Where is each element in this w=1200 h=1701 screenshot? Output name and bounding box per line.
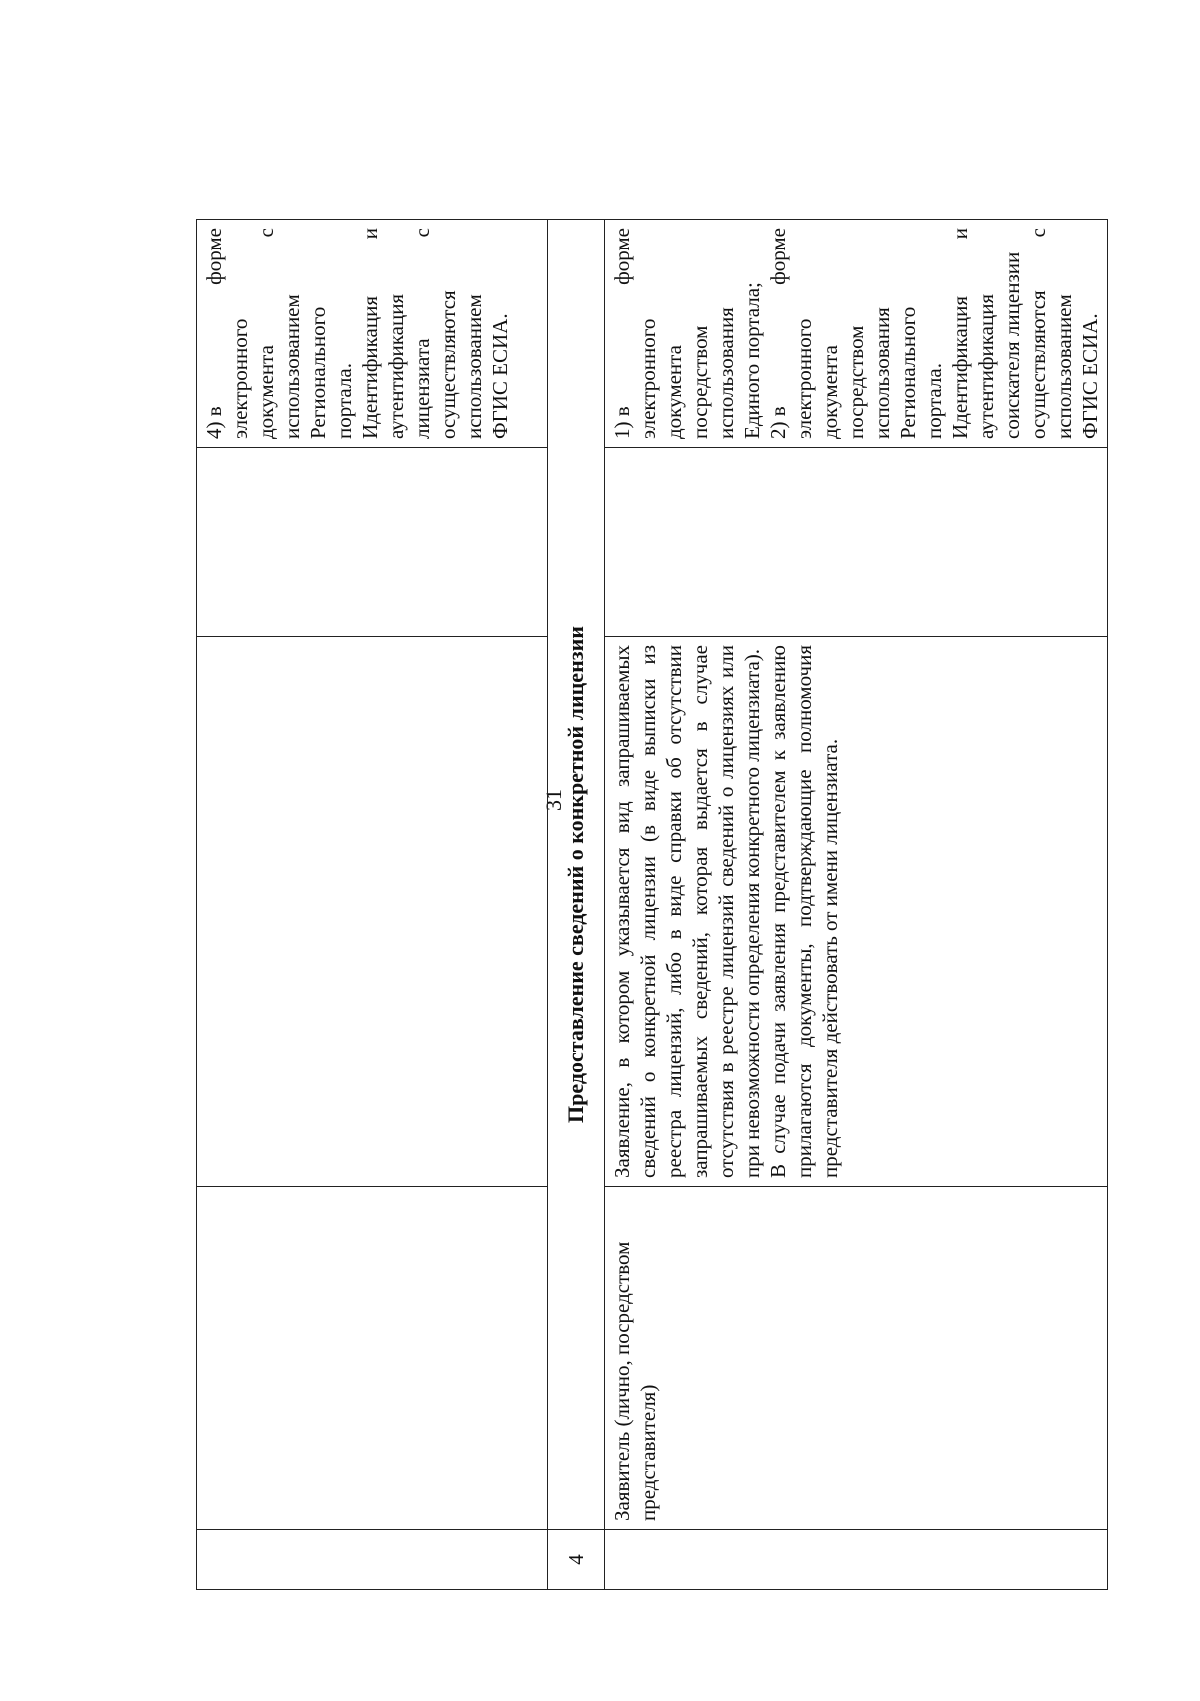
applicant-cell-empty — [197, 1187, 548, 1530]
form-bottom-line-left: аутентификация — [974, 293, 998, 439]
form-bottom-line — [791, 228, 817, 439]
number-cell-empty — [197, 1530, 548, 1590]
form-bottom-line — [635, 228, 661, 439]
licensing-table — [196, 219, 1108, 1590]
form-bottom-line — [739, 228, 765, 439]
form-lines-bottom — [609, 228, 1103, 439]
form-bottom-line-left: использования — [714, 307, 738, 439]
table-frame — [196, 220, 1102, 1590]
form-top-line-left: документа — [254, 345, 278, 439]
table-row-section — [548, 220, 605, 1590]
form-cell-bottom — [605, 220, 1108, 448]
form-top-line-left: осуществляются — [436, 290, 460, 439]
form-bottom-line-left: ФГИС ЕСИА. — [1078, 313, 1102, 439]
form-bottom-line — [713, 228, 739, 439]
form-lines-top — [201, 228, 513, 439]
form-top-line-left: портала. — [332, 363, 356, 439]
form-bottom-line — [869, 228, 895, 439]
form-top-line — [279, 228, 305, 439]
form-top-line-left: лицензиата — [410, 338, 434, 439]
form-bottom-line-left: портала. — [922, 363, 946, 439]
form-bottom-line-left: посредством — [688, 325, 712, 439]
form-bottom-line — [921, 228, 947, 439]
form-bottom-line-left: осуществляются — [1026, 290, 1050, 439]
form-bottom-line-left: электронного — [792, 318, 816, 439]
form-top-line — [305, 228, 331, 439]
extra-cell-empty-2 — [605, 448, 1108, 637]
form-bottom-line — [999, 228, 1025, 439]
form-top-line — [357, 228, 383, 439]
page-number: 31 — [541, 789, 566, 811]
form-bottom-line-left: электронного — [636, 318, 660, 439]
form-top-line — [201, 228, 227, 439]
applicant-text: Заявитель (лично, посредством представителя) — [610, 1241, 660, 1521]
form-bottom-line — [609, 228, 635, 439]
form-bottom-line-left: Единого портала; — [740, 282, 764, 439]
form-top-line — [487, 228, 513, 439]
documents-paragraph-1: Заявление, в котором указывается вид запрашиваемых сведений о конкретной лицензии (в виде выписки из реестра лицензий, либо в виде справки об отсутствии запрашиваемых сведений, которая выдается в случае отсутствия в реестре лицензий сведений о лицензиях или при невозможности определения конкретного лицензиата). — [610, 645, 764, 1178]
form-top-line-left: 4) в — [202, 406, 226, 439]
form-top-line-left: использованием — [462, 294, 486, 439]
form-bottom-line — [1051, 228, 1077, 439]
form-top-line — [435, 228, 461, 439]
form-bottom-line — [687, 228, 713, 439]
form-bottom-line — [895, 228, 921, 439]
form-bottom-line-left: 2) в — [766, 406, 790, 439]
form-bottom-line-left: 1) в — [610, 406, 634, 439]
form-bottom-line-left: Идентификация — [948, 295, 972, 439]
table-row-section-content — [605, 220, 1108, 1590]
form-bottom-line — [765, 228, 791, 439]
form-bottom-line-left: документа — [818, 345, 842, 439]
form-bottom-line-left: использованием — [1052, 294, 1076, 439]
form-bottom-line — [843, 228, 869, 439]
form-bottom-line — [1025, 228, 1051, 439]
extra-cell-empty — [197, 448, 548, 637]
form-top-line-left: ФГИС ЕСИА. — [488, 313, 512, 439]
form-top-line — [383, 228, 409, 439]
form-top-line-left: аутентификация — [384, 293, 408, 439]
form-bottom-line-left: документа — [662, 345, 686, 439]
form-top-line — [331, 228, 357, 439]
form-top-line — [227, 228, 253, 439]
form-top-line-left: Идентификация — [358, 295, 382, 439]
form-bottom-line — [817, 228, 843, 439]
applicant-cell — [605, 1187, 1108, 1530]
form-bottom-line — [1077, 228, 1103, 439]
form-bottom-line — [973, 228, 999, 439]
section-number: 4 — [548, 1530, 605, 1590]
form-top-line — [461, 228, 487, 439]
form-top-line-left: использованием — [280, 294, 304, 439]
form-top-line — [253, 228, 279, 439]
form-top-line-right: и — [358, 228, 382, 240]
number-cell-empty-2 — [605, 1530, 1108, 1590]
documents-cell — [605, 637, 1108, 1187]
form-bottom-line-right: с — [1026, 228, 1050, 238]
documents-paragraph-2: В случае подачи заявления представителем к заявлению прилагаются документы, подтверждающие полномочия представителя действовать от имени лицензиата. — [766, 645, 842, 1178]
form-top-line-right: с — [410, 228, 434, 238]
form-bottom-line-left: посредством — [844, 325, 868, 439]
form-bottom-line-left: Регионального — [896, 306, 920, 439]
form-top-line-right: с — [254, 228, 278, 238]
form-top-line-left: электронного — [228, 318, 252, 439]
form-cell-top — [197, 220, 548, 448]
form-top-line — [409, 228, 435, 439]
section-title: Предоставление сведений о конкретной лицензии — [548, 220, 605, 1530]
form-bottom-line-left: соискателя лицензии — [1000, 251, 1024, 439]
form-bottom-line — [947, 228, 973, 439]
documents-cell-empty — [197, 637, 548, 1187]
form-bottom-line-right: форме — [610, 228, 634, 285]
form-bottom-line — [661, 228, 687, 439]
form-bottom-line-left: использования — [870, 307, 894, 439]
form-top-line-left: Регионального — [306, 306, 330, 439]
table-row-continuation — [197, 220, 548, 1590]
form-top-line-right: форме — [202, 228, 226, 285]
form-bottom-line-right: форме — [766, 228, 790, 285]
form-bottom-line-right: и — [948, 228, 972, 240]
